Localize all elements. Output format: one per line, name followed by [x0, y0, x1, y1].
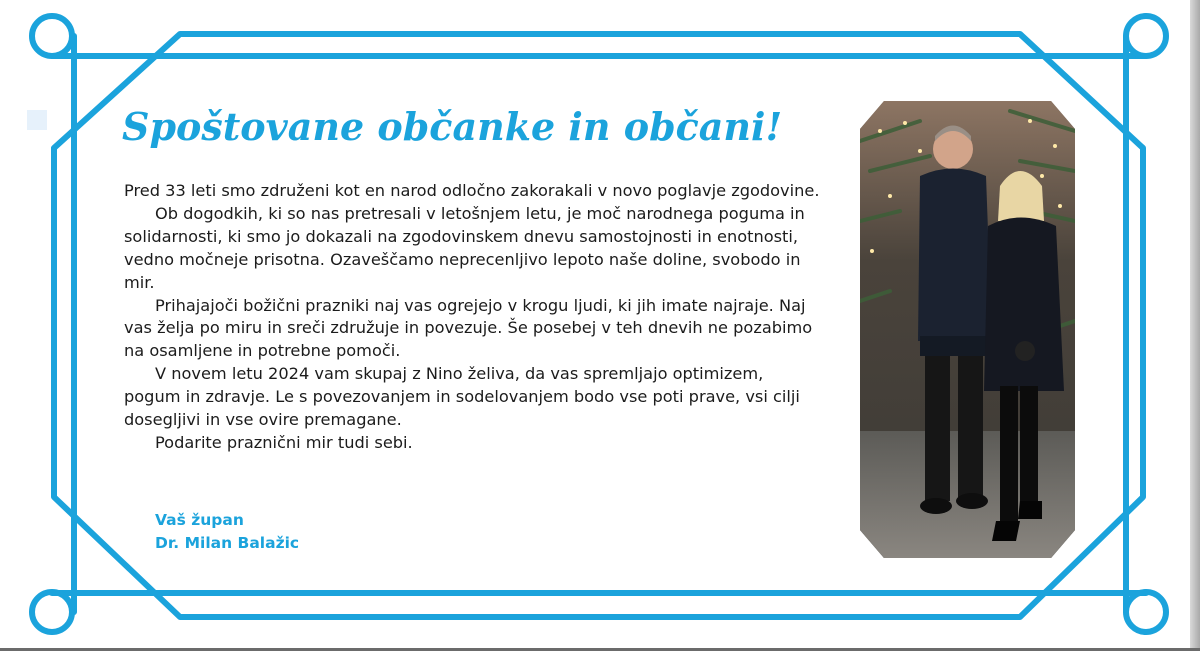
portrait-photo [860, 101, 1075, 558]
letter-paragraph: Ob dogodkih, ki so nas pretresali v letošnjem letu, je moč narodnega poguma in solidarnosti, ki smo jo dokazali na zgodovinskem dnevu samostojnosti in enotnosti, vedno močneje prisotna. Ozaveščamo neprecenljivo lepoto naše doline, svobodo in mir. [124, 203, 805, 292]
signature-title: Vaš župan [155, 511, 244, 529]
letter-body [124, 180, 824, 455]
faint-background-mark [27, 110, 47, 130]
window-scrollbar-edge [1190, 0, 1200, 651]
letter-paragraph: V novem letu 2024 vam skupaj z Nino želiva, da vas spremljajo optimizem, pogum in zdravje. Le s povezovanjem in sodelovanjem bodo vse poti prave, vsi cilji dosegljivi in vse ovire premagane. [124, 364, 800, 430]
signature-name: Dr. Milan Balažic [155, 534, 300, 552]
photo-icon [860, 101, 1075, 558]
letter-paragraph: Podarite praznični mir tudi sebi. [155, 432, 413, 452]
letter-paragraph: Pred 33 leti smo združeni kot en narod odločno zakorakali v novo poglavje zgodovine. [124, 181, 820, 200]
signature [155, 509, 299, 555]
letter-paragraph: Prihajajoči božični prazniki naj vas ogrejejo v krogu ljudi, ki jih imate najraje. Naj vas želja po miru in sreči združuje in povezuje. Še posebej v teh dnevih ne pozabimo na osamljene in potrebne pomoči. [124, 295, 813, 361]
page-title: Spoštovane občanke in občani! [122, 104, 783, 149]
